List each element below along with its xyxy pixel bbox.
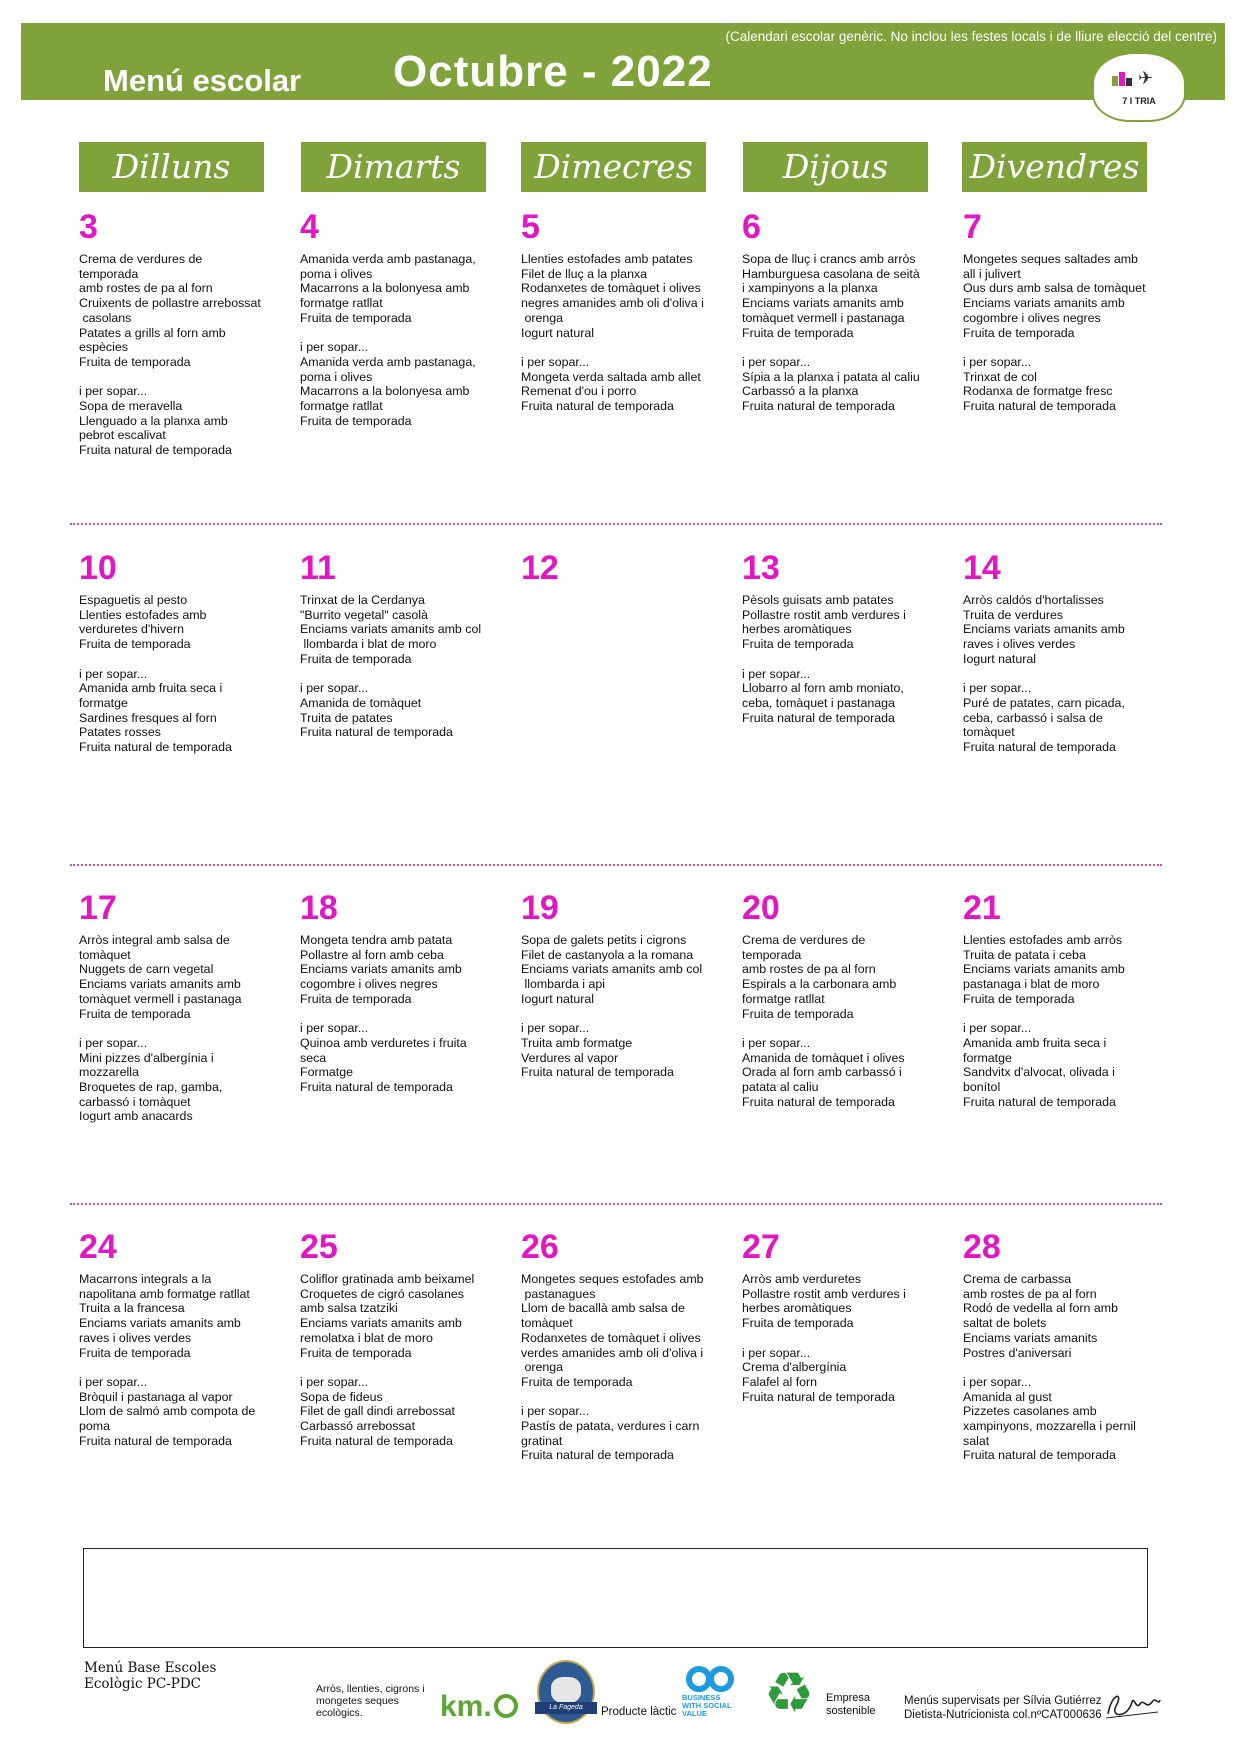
dinner-dish: Remenat d'ou i porro — [521, 384, 637, 399]
lunch-dish: tomàquet — [521, 1316, 573, 1331]
dinner-label: i per sopar... — [300, 340, 369, 355]
day-cell — [521, 549, 711, 593]
meal-separator — [79, 370, 269, 385]
dinner-dish: Patates rosses — [79, 725, 161, 740]
lunch-dish: Rodó de vedella al forn amb — [963, 1301, 1118, 1316]
lunch-dish: Pollastre rostit amb verdures i — [742, 607, 906, 622]
day-number: 19 — [521, 889, 559, 927]
dinner-dish: Rodanxa de formatge fresc — [963, 384, 1113, 399]
lunch-dish: Mongetes seques saltades amb — [963, 252, 1138, 266]
lunch-dish: Fruita de temporada — [79, 637, 191, 652]
logo-text: 7 I TRIA — [1122, 96, 1156, 106]
lunch-dish: casolans — [79, 310, 132, 325]
dinner-dish: Pizzetes casolanes amb — [963, 1404, 1097, 1419]
day-number: 6 — [742, 208, 761, 246]
lunch-dish: amb rostes de pa al forn — [963, 1286, 1097, 1301]
lunch-dish: Enciams variats amanits amb — [79, 1316, 241, 1331]
dinner-dish: Fruita natural de temporada — [521, 399, 674, 414]
lunch-dish: Fruita de temporada — [742, 637, 854, 652]
lunch-dish: Rodanxetes de tomàquet i olives — [521, 281, 701, 296]
dinner-dish: Fruita natural de temporada — [79, 443, 232, 458]
dinner-dish: Amanida al gust — [963, 1389, 1052, 1404]
dinner-dish: Mini pizzes d'albergínia i — [79, 1050, 214, 1065]
lunch-dish: Fruita de temporada — [742, 325, 854, 340]
lunch-dish: Pèsols guisats amb patates — [742, 593, 894, 607]
lunch-dish: formatge ratllat — [742, 991, 825, 1006]
signature-icon — [1102, 1688, 1162, 1722]
day-cell — [963, 208, 1153, 414]
dinner-dish: seca — [300, 1050, 327, 1065]
day-number: 12 — [521, 549, 559, 587]
dinner-label: i per sopar... — [300, 1374, 369, 1389]
meal-separator — [79, 652, 269, 667]
cow-icon — [551, 1677, 581, 1703]
dinner-label: i per sopar... — [300, 1021, 369, 1036]
day-number: 21 — [963, 889, 1001, 927]
lunch-dish: amb salsa tzatziki — [300, 1301, 398, 1316]
dinner-dish: Fruita natural de temporada — [742, 1389, 895, 1404]
km0-text: km. — [440, 1690, 492, 1723]
dinner-dish: formatge — [79, 695, 128, 710]
lunch-dish: Fruita de temporada — [79, 1345, 191, 1360]
lunch-dish: Iogurt natural — [521, 991, 595, 1006]
meal-separator — [963, 340, 1153, 355]
dinner-dish: formatge — [963, 1050, 1012, 1065]
lunch-dish: Sopa de lluç i crancs amb arròs — [742, 252, 916, 266]
dinner-dish: pebrot escalivat — [79, 428, 166, 443]
infinity-icon — [682, 1664, 738, 1694]
calendar-note: (Calendari escolar genèric. No inclou les festes locals i de lliure elecció del centre) — [725, 29, 1217, 44]
lunch-dish: Rodanxetes de tomàquet i olives — [521, 1330, 701, 1345]
dinner-dish: Fruita natural de temporada — [300, 1433, 453, 1448]
day-cell — [300, 549, 490, 740]
dinner-dish: Amanida amb fruita seca i — [79, 681, 223, 696]
lunch-dish: Fruita de temporada — [300, 991, 412, 1006]
lunch-dish: cogombre i olives negres — [300, 977, 438, 992]
dinner-dish: patata al caliu — [742, 1080, 819, 1095]
lunch-dish: orenga — [521, 310, 564, 325]
day-number: 14 — [963, 549, 1001, 587]
day-number: 3 — [79, 208, 98, 246]
dinner-dish: Llom de salmó amb compota de — [79, 1404, 256, 1419]
dinner-dish: Verdures al vapor — [521, 1050, 619, 1065]
lunch-dish: napolitana amb formatge ratllat — [79, 1286, 250, 1301]
lunch-dish: Fruita de temporada — [742, 1006, 854, 1021]
lunch-dish: Truita a la francesa — [79, 1301, 185, 1316]
lunch-dish: Fruita de temporada — [300, 1345, 412, 1360]
dinner-dish: Sopa de meravella — [79, 399, 183, 414]
dinner-dish: Crema d'albergínia — [742, 1360, 847, 1375]
dinner-dish: Quinoa amb verduretes i fruita — [300, 1035, 467, 1050]
meal-separator — [963, 1007, 1153, 1022]
dinner-dish: salat — [963, 1433, 990, 1448]
lunch-dish: tomàquet vermell i pastanaga — [79, 991, 242, 1006]
dinner-dish: Orada al forn amb carbassó i — [742, 1065, 902, 1080]
fageda-ribbon: La Fageda — [535, 1702, 597, 1714]
meal-separator — [742, 1021, 932, 1036]
lactic-label: Producte làctic — [601, 1706, 677, 1718]
day-cell — [521, 208, 711, 414]
dinner-dish: Amanida de tomàquet — [300, 695, 422, 710]
lunch-dish: llombarda i blat de moro — [300, 637, 437, 652]
supervised-by — [904, 1694, 1102, 1722]
lunch-dish: Arròs integral amb salsa de — [79, 933, 230, 947]
lunch-dish: Crema de carbassa — [963, 1272, 1072, 1286]
dinner-dish: Formatge — [300, 1065, 354, 1080]
supervised-line2: Dietista-Nutricionista col.nºCAT000636 — [904, 1709, 1102, 1721]
lunch-dish: Fruita de temporada — [521, 1374, 633, 1389]
dinner-label: i per sopar... — [79, 666, 148, 681]
lunch-dish: temporada — [79, 266, 139, 281]
dinner-dish: Amanida amb fruita seca i — [963, 1035, 1107, 1050]
lunch-dish: Enciams variats amanits amb col — [521, 962, 703, 977]
day-number: 7 — [963, 208, 982, 246]
bwsv-logo — [682, 1664, 738, 1718]
lunch-dish: Fruita de temporada — [300, 651, 412, 666]
day-cell — [521, 889, 711, 1080]
lunch-dish: Fruita de temporada — [300, 310, 412, 325]
dinner-dish: Bròquil i pastanaga al vapor — [79, 1389, 233, 1404]
dinner-dish: Truita de patates — [300, 710, 393, 725]
day-number: 4 — [300, 208, 319, 246]
week-divider — [70, 864, 1162, 866]
dinner-dish: tomàquet — [963, 725, 1015, 740]
lunch-dish: Iogurt natural — [521, 325, 595, 340]
lunch-dish: Hamburguesa casolana de seità — [742, 266, 920, 281]
lunch-dish: Espirals a la carbonara amb — [742, 977, 897, 992]
dinner-dish: Filet de gall dindi arrebossat — [300, 1404, 455, 1419]
dinner-dish: ceba, carbassó i salsa de — [963, 710, 1103, 725]
dinner-dish: Fruita natural de temporada — [742, 399, 895, 414]
dinner-label: i per sopar... — [963, 1374, 1032, 1389]
day-number: 28 — [963, 1228, 1001, 1266]
dinner-label: i per sopar... — [742, 666, 811, 681]
day-number: 17 — [79, 889, 117, 927]
dinner-label: i per sopar... — [79, 1035, 148, 1050]
dinner-label: i per sopar... — [963, 354, 1032, 369]
lunch-dish: pastanagues — [521, 1286, 596, 1301]
dinner-dish: Mongeta verda saltada amb allet — [521, 369, 701, 384]
lunch-dish: Enciams variats amanits amb — [963, 622, 1125, 637]
lunch-dish: Crema de verdures de — [79, 252, 203, 266]
day-number: 10 — [79, 549, 117, 587]
lunch-dish: Enciams variats amanits amb col — [300, 622, 482, 637]
lunch-dish: Enciams variats amanits — [963, 1330, 1098, 1345]
dinner-label: i per sopar... — [300, 681, 369, 696]
weekday-header-1: Dimarts — [301, 142, 486, 192]
birds-icon: ✈ — [1138, 68, 1154, 88]
dinner-dish: Fruita natural de temporada — [742, 710, 895, 725]
day-cell — [963, 1228, 1153, 1463]
dinner-dish: bonítol — [963, 1080, 1001, 1095]
lunch-dish: Pollastre al forn amb ceba — [300, 947, 444, 962]
lunch-dish: Espaguetis al pesto — [79, 593, 188, 607]
day-cell — [742, 208, 932, 414]
lunch-dish: remolatxa i blat de moro — [300, 1330, 433, 1345]
dinner-label: i per sopar... — [963, 681, 1032, 696]
dinner-dish: Fruita natural de temporada — [79, 1433, 232, 1448]
dinner-label: i per sopar... — [79, 1374, 148, 1389]
day-cell — [521, 1228, 711, 1463]
lunch-dish: Enciams variats amanits amb — [742, 296, 904, 311]
sostenible-line2: sostenible — [826, 1705, 876, 1717]
dinner-dish: Amanida de tomàquet i olives — [742, 1050, 905, 1065]
lunch-dish: Trinxat de la Cerdanya — [300, 593, 425, 607]
dinner-label: i per sopar... — [742, 1345, 811, 1360]
km0-zero-icon — [494, 1694, 518, 1718]
lunch-dish: amb rostes de pa al forn — [79, 281, 213, 296]
dinner-dish: Amanida verda amb pastanaga, — [300, 354, 476, 369]
day-cell — [742, 549, 932, 725]
lunch-dish: formatge ratllat — [300, 296, 383, 311]
dinner-dish: Pastís de patata, verdures i carn — [521, 1419, 700, 1434]
lunch-dish: herbes aromàtiques — [742, 622, 852, 637]
day-cell — [79, 1228, 269, 1448]
lunch-dish: Cruixents de pollastre arrebossat — [79, 296, 261, 311]
lunch-dish: verduretes d'hivern — [79, 622, 184, 637]
lunch-dish: Arròs amb verduretes — [742, 1272, 862, 1286]
lunch-dish: tomàquet — [79, 947, 131, 962]
lunch-dish: Llenties estofades amb — [79, 607, 207, 622]
lunch-dish: Mongeta tendra amb patata — [300, 933, 453, 947]
week-divider — [70, 1203, 1162, 1205]
lunch-dish: herbes aromàtiques — [742, 1301, 852, 1316]
lunch-dish: Filet de castanyola a la romana — [521, 947, 694, 962]
day-cell — [300, 1228, 490, 1448]
dinner-label: i per sopar... — [521, 1404, 590, 1419]
dinner-dish: Fruita natural de temporada — [79, 740, 232, 755]
day-number: 20 — [742, 889, 780, 927]
lunch-dish: Fruita de temporada — [963, 325, 1075, 340]
dinner-dish: Fruita natural de temporada — [300, 725, 453, 740]
footer-eco-text: Arròs, llenties, cigrons i mongetes seques ecològics. — [316, 1683, 425, 1719]
lunch-dish: Postres d'aniversari — [963, 1345, 1072, 1360]
7itria-logo — [1092, 52, 1186, 122]
lunch-dish: Fruita de temporada — [963, 991, 1075, 1006]
meal-separator — [742, 340, 932, 355]
lunch-dish: i xampinyons a la planxa — [742, 281, 878, 296]
meal-separator — [79, 1021, 269, 1036]
lunch-dish: tomàquet vermell i pastanaga — [742, 310, 905, 325]
lunch-dish: Macarrons a la bolonyesa amb — [300, 281, 470, 296]
lunch-dish: poma i olives — [300, 266, 373, 281]
lunch-dish: Enciams variats amanits amb — [963, 962, 1125, 977]
dinner-dish: ceba, tomàquet i pastanaga — [742, 695, 895, 710]
lunch-dish: saltat de bolets — [963, 1316, 1047, 1331]
bwsv-label: BUSINESS WITH SOCIAL VALUE — [682, 1693, 732, 1718]
meal-separator — [742, 1331, 932, 1346]
lunch-dish: orenga — [521, 1360, 564, 1375]
page-title: Octubre - 2022 — [393, 47, 713, 96]
fageda-cow-logo — [537, 1660, 595, 1724]
weekday-header-4: Divendres — [962, 142, 1147, 192]
notes-box — [83, 1548, 1148, 1648]
lunch-dish: amb rostes de pa al forn — [742, 962, 876, 977]
lunch-dish: Enciams variats amanits amb — [300, 1316, 462, 1331]
dinner-dish: Carbassó a la planxa — [742, 384, 859, 399]
lunch-dish: Enciams variats amanits amb — [963, 296, 1125, 311]
dinner-dish: Fruita natural de temporada — [963, 1094, 1116, 1109]
lunch-dish: espècies — [79, 340, 128, 355]
day-cell — [79, 549, 269, 755]
dinner-dish: gratinat — [521, 1433, 563, 1448]
dinner-label: i per sopar... — [742, 354, 811, 369]
dinner-label: i per sopar... — [79, 384, 148, 399]
dinner-dish: Sípia a la planxa i patata al caliu — [742, 369, 920, 384]
meal-separator — [963, 667, 1153, 682]
dinner-dish: Iogurt amb anacards — [79, 1109, 193, 1124]
dinner-dish: Fruita natural de temporada — [742, 1094, 895, 1109]
lunch-dish: Macarrons integrals a la — [79, 1272, 212, 1286]
dinner-dish: Truita amb formatge — [521, 1035, 633, 1050]
dinner-dish: Sopa de fideus — [300, 1389, 383, 1404]
day-cell — [300, 208, 490, 428]
dinner-dish: Fruita natural de temporada — [300, 1080, 453, 1095]
meal-separator — [521, 1390, 711, 1405]
meal-separator — [300, 326, 490, 341]
lunch-dish: Llenties estofades amb arròs — [963, 933, 1123, 947]
lunch-dish: Fruita de temporada — [742, 1316, 854, 1331]
footer-base-line1: Menú Base Escoles — [84, 1660, 217, 1676]
lunch-dish: Pollastre rostit amb verdures i — [742, 1286, 906, 1301]
lunch-dish: Truita de verdures — [963, 607, 1064, 622]
lunch-dish: llombarda i api — [521, 977, 606, 992]
meal-separator — [521, 340, 711, 355]
lunch-dish: Coliflor gratinada amb beixamel — [300, 1272, 475, 1286]
lunch-dish: Truita de patata i ceba — [963, 947, 1086, 962]
meal-separator — [963, 1360, 1153, 1375]
day-number: 18 — [300, 889, 338, 927]
dinner-dish: Fruita natural de temporada — [963, 399, 1116, 414]
meal-separator — [300, 1007, 490, 1022]
dinner-label: i per sopar... — [521, 354, 590, 369]
lunch-dish: temporada — [742, 947, 802, 962]
lunch-dish: raves i olives verdes — [963, 637, 1076, 652]
dinner-dish: poma i olives — [300, 369, 373, 384]
dinner-label: i per sopar... — [963, 1021, 1032, 1036]
lunch-dish: Filet de lluç a la planxa — [521, 266, 648, 281]
day-number: 25 — [300, 1228, 338, 1266]
day-number: 13 — [742, 549, 780, 587]
dinner-dish: mozzarella — [79, 1065, 139, 1080]
meal-separator — [300, 667, 490, 682]
dinner-label: i per sopar... — [742, 1035, 811, 1050]
day-cell — [963, 549, 1153, 755]
dinner-dish: Llenguado a la planxa amb — [79, 413, 228, 428]
meal-separator — [300, 1360, 490, 1375]
lunch-dish: "Burrito vegetal" casolà — [300, 607, 428, 622]
dinner-dish: Carbassó arrebossat — [300, 1419, 416, 1434]
lunch-dish: Sopa de galets petits i cigrons — [521, 933, 687, 947]
dinner-dish: Trinxat de col — [963, 369, 1037, 384]
lunch-dish: raves i olives verdes — [79, 1330, 192, 1345]
lunch-dish: Croquetes de cigró casolanes — [300, 1286, 464, 1301]
dinner-dish: formatge ratllat — [300, 399, 383, 414]
meal-separator — [742, 652, 932, 667]
lunch-dish: pastanaga i blat de moro — [963, 977, 1100, 992]
menu-subtitle: Menú escolar — [103, 63, 302, 98]
lunch-dish: verdes amanides amb oli d'oliva i — [521, 1345, 704, 1360]
week-divider — [70, 523, 1162, 525]
dinner-dish: Sardines fresques al forn — [79, 710, 217, 725]
weekday-header-3: Dijous — [743, 142, 928, 192]
dinner-dish: Fruita natural de temporada — [521, 1448, 674, 1463]
dinner-dish: Fruita natural de temporada — [521, 1065, 674, 1080]
dinner-dish: Sandvitx d'alvocat, olivada i — [963, 1065, 1115, 1080]
dinner-dish: Fruita natural de temporada — [963, 1448, 1116, 1463]
lunch-dish: Enciams variats amanits amb — [300, 962, 462, 977]
dinner-dish: Llobarro al forn amb moniato, — [742, 681, 904, 696]
day-number: 11 — [300, 549, 336, 587]
dinner-dish: xampinyons, mozzarella i pernil — [963, 1419, 1136, 1434]
dinner-dish: Macarrons a la bolonyesa amb — [300, 384, 470, 399]
lunch-dish: Llom de bacallà amb salsa de — [521, 1301, 685, 1316]
lunch-dish: Crema de verdures de — [742, 933, 866, 947]
day-cell — [300, 889, 490, 1095]
weekday-header-0: Dilluns — [79, 142, 264, 192]
lunch-dish: Enciams variats amanits amb — [79, 977, 241, 992]
dinner-dish: Puré de patates, carn picada, — [963, 695, 1125, 710]
lunch-dish: Iogurt natural — [963, 651, 1037, 666]
day-cell — [79, 889, 269, 1124]
footer-base-line2: Ecològic PC-PDC — [84, 1676, 202, 1692]
sostenible-line1: Empresa — [826, 1692, 871, 1704]
weekday-header-2: Dimecres — [521, 142, 706, 192]
lunch-dish: Mongetes seques estofades amb — [521, 1272, 704, 1286]
recycle-icon: ♻ — [763, 1661, 815, 1724]
dinner-dish: carbassó i tomàquet — [79, 1094, 191, 1109]
sostenible-label — [826, 1692, 876, 1718]
lunch-dish: Nuggets de carn vegetal — [79, 962, 214, 977]
lunch-dish: Fruita de temporada — [79, 354, 191, 369]
meal-separator — [79, 1360, 269, 1375]
header-bar — [21, 23, 1225, 100]
blocks-icon — [1112, 72, 1134, 86]
lunch-dish: all i julivert — [963, 266, 1021, 281]
day-number: 5 — [521, 208, 540, 246]
lunch-dish: Ous durs amb salsa de tomàquet — [963, 281, 1146, 296]
day-cell — [742, 1228, 932, 1404]
lunch-dish: Llenties estofades amb patates — [521, 252, 693, 266]
lunch-dish: Patates a grills al forn amb — [79, 325, 226, 340]
dinner-dish: Broquetes de rap, gamba, — [79, 1080, 223, 1095]
dinner-dish: poma — [79, 1419, 110, 1434]
supervised-line1: Menús supervisats per Sílvia Gutiérrez — [904, 1695, 1102, 1707]
day-cell — [79, 208, 269, 458]
day-cell — [963, 889, 1153, 1109]
lunch-dish: Amanida verda amb pastanaga, — [300, 252, 476, 266]
lunch-dish: Fruita de temporada — [79, 1006, 191, 1021]
dinner-label: i per sopar... — [521, 1021, 590, 1036]
day-cell — [742, 889, 932, 1109]
dinner-dish: Falafel al forn — [742, 1374, 818, 1389]
lunch-dish: Arròs caldós d'hortalisses — [963, 593, 1104, 607]
lunch-dish: negres amanides amb oli d'oliva i — [521, 296, 704, 311]
day-number: 26 — [521, 1228, 559, 1266]
dinner-dish: Fruita de temporada — [300, 413, 412, 428]
meal-separator — [521, 1007, 711, 1022]
lunch-dish: cogombre i olives negres — [963, 310, 1101, 325]
dinner-dish: Fruita natural de temporada — [963, 740, 1116, 755]
day-number: 27 — [742, 1228, 780, 1266]
footer-base-menu — [84, 1660, 216, 1692]
day-number: 24 — [79, 1228, 117, 1266]
km0-logo — [440, 1690, 518, 1724]
